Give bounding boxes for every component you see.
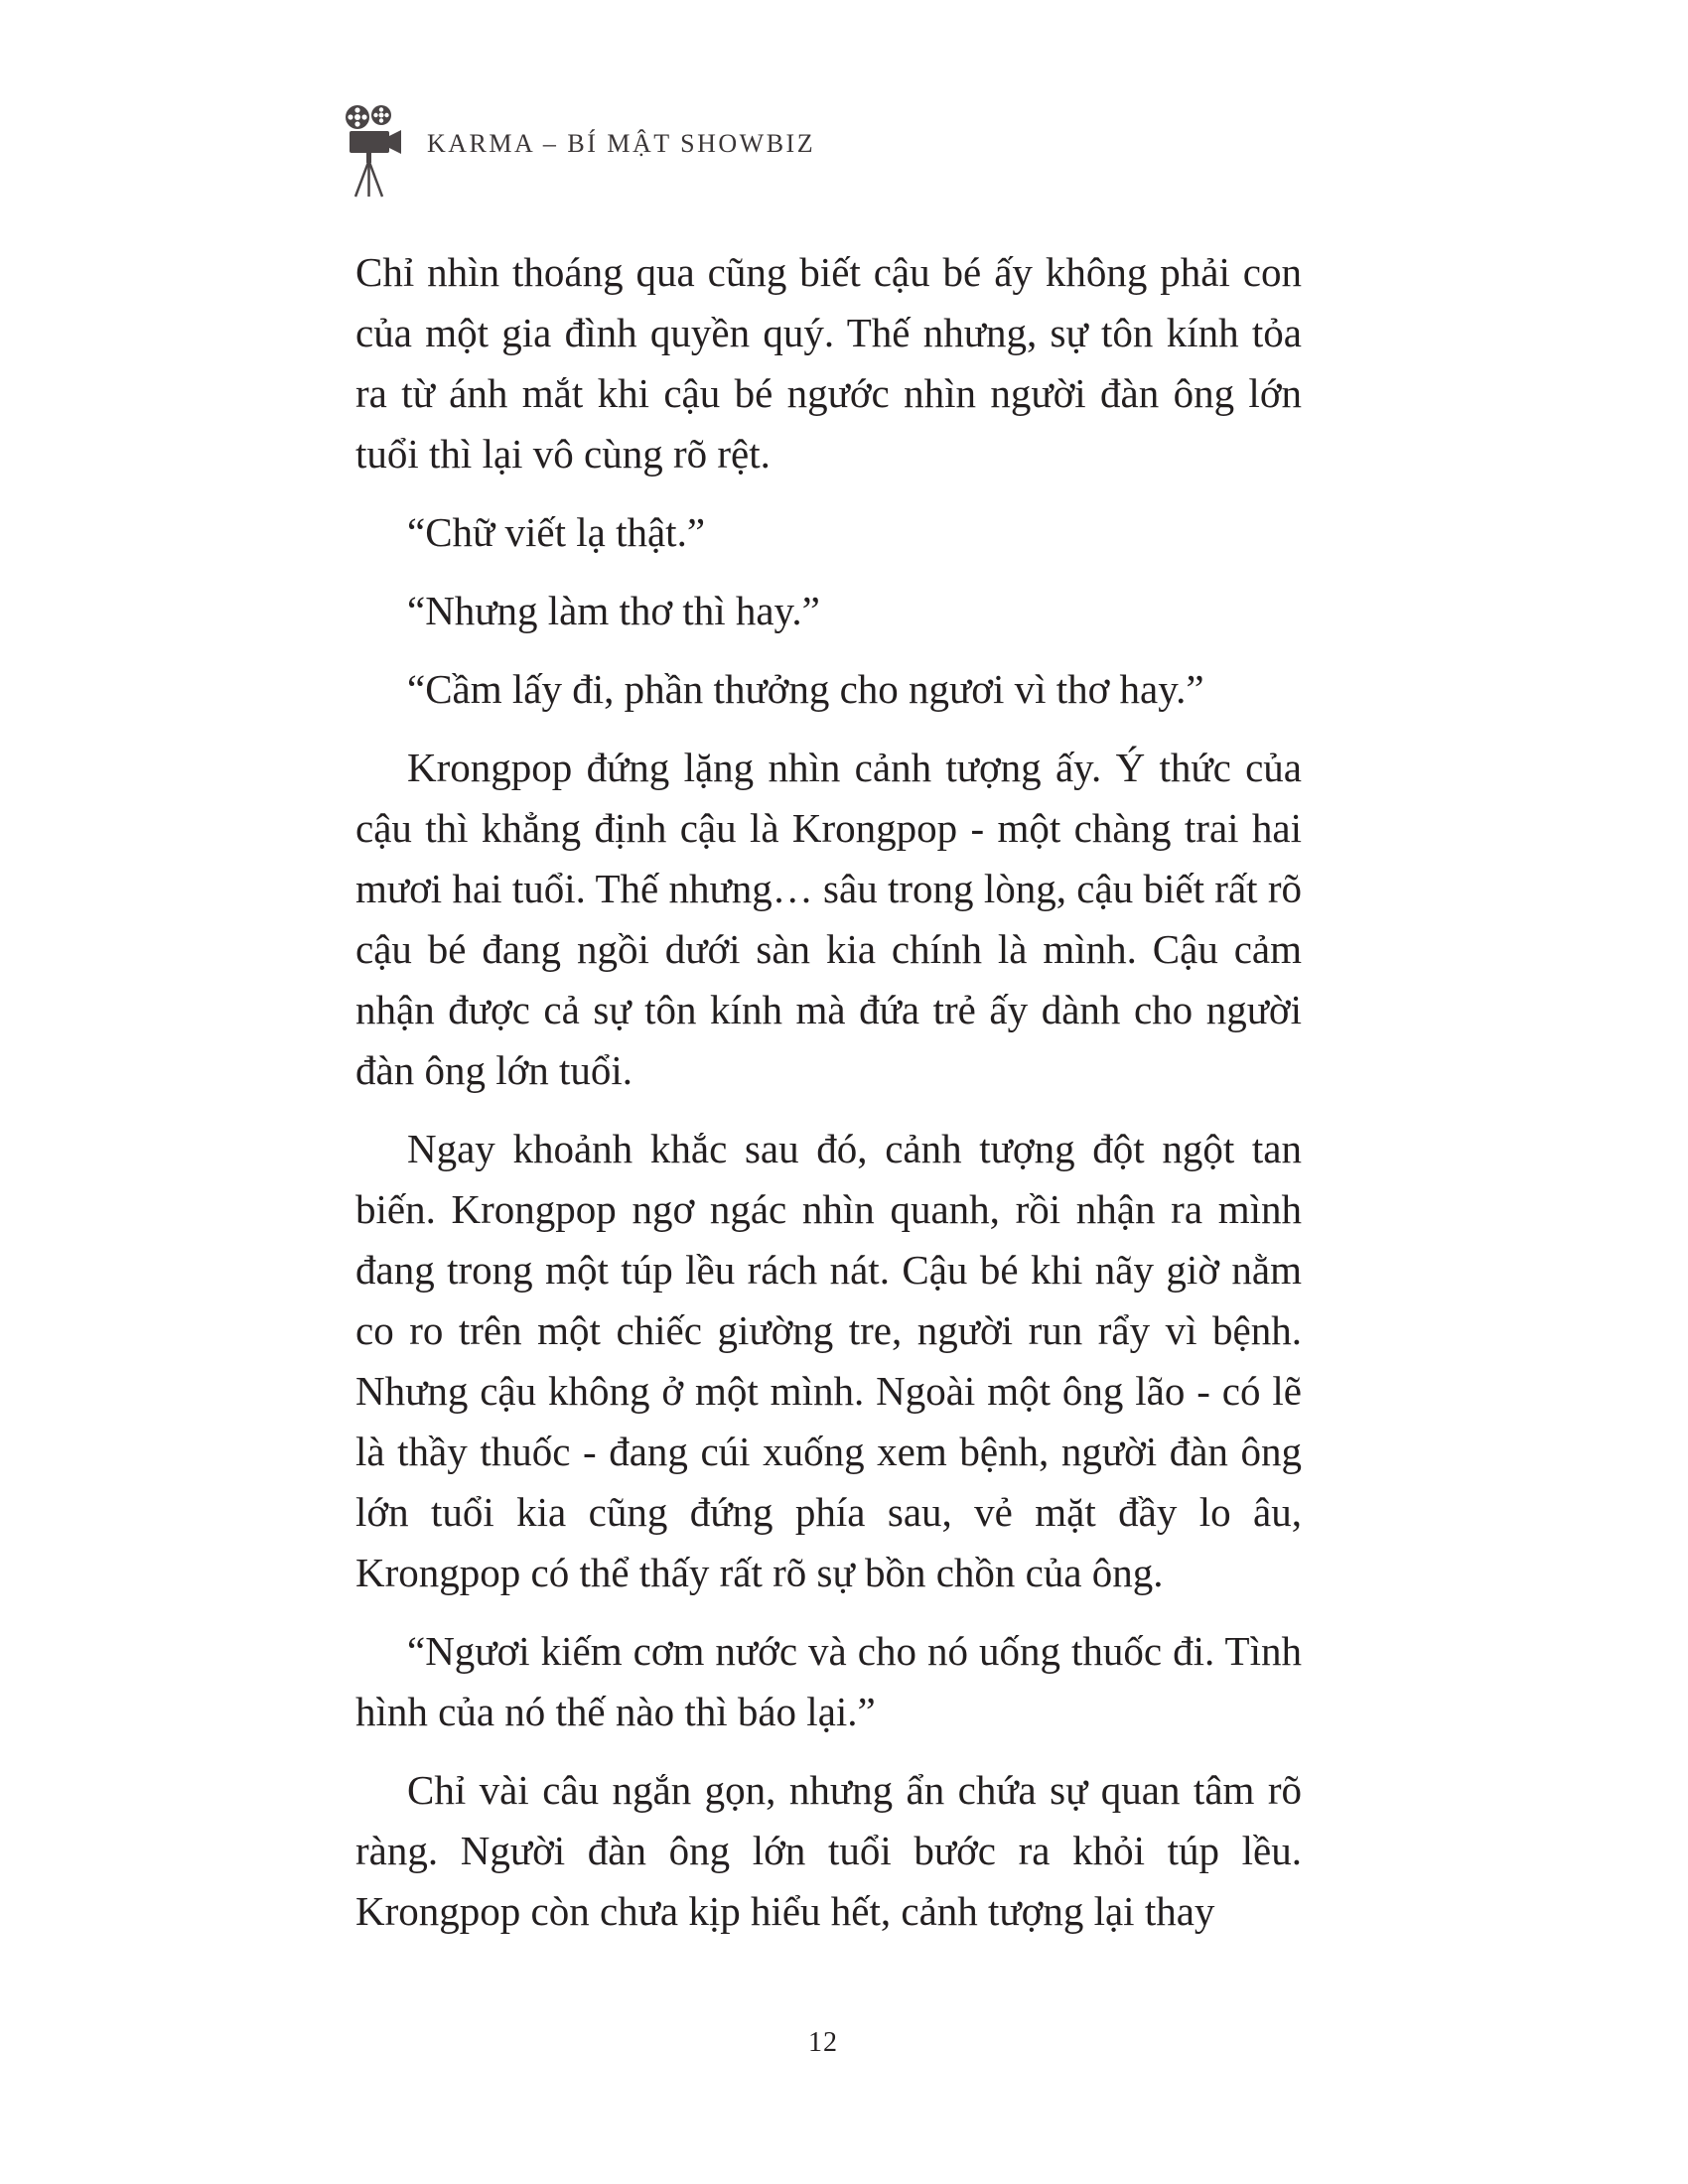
dialogue-paragraph: “Chữ viết lạ thật.” [407, 509, 706, 555]
running-header [336, 103, 816, 203]
dialogue-paragraph: “Cầm lấy đi, phần thưởng cho ngươi vì thơ hay.” [407, 666, 1204, 712]
paragraph: Ngay khoảnh khắc sau đó, cảnh tượng đột ngột tan biến. Krongpop ngơ ngác nhìn quanh, rồi nhận ra mình đang trong một túp lều rách nát. Cậu bé khi nãy giờ nằm co ro trên một chiếc giường tre, người run rẩy vì bệnh. Nhưng cậu không ở một mình. Ngoài một ông lão - có lẽ là thầy thuốc - đang cúi xuống xem bệnh, người đàn ông lớn tuổi kia cũng đứng phía sau, vẻ mặt đầy lo âu, Krongpop có thể thấy rất rõ sự bồn chồn của ông. [355, 1126, 1302, 1595]
dialogue-paragraph: “Nhưng làm thơ thì hay.” [407, 588, 820, 633]
paragraph: Chỉ nhìn thoáng qua cũng biết cậu bé ấy không phải con của một gia đình quyền quý. Thế nhưng, sự tôn kính tỏa ra từ ánh mắt khi cậu bé ngước nhìn người đàn ông lớn tuổi thì lại vô cùng rõ rệt. [355, 249, 1302, 477]
dialogue-paragraph: “Ngươi kiếm cơm nước và cho nó uống thuốc đi. Tình hình của nó thế nào thì báo lại.” [355, 1628, 1302, 1734]
paragraph: Krongpop đứng lặng nhìn cảnh tượng ấy. Ý thức của cậu thì khẳng định cậu là Krongpop - một chàng trai hai mươi hai tuổi. Thế nhưng… sâu trong lòng, cậu biết rất rõ cậu bé đang ngồi dưới sàn kia chính là mình. Cậu cảm nhận được cả sự tôn kính mà đứa trẻ ấy dành cho người đàn ông lớn tuổi. [355, 745, 1302, 1093]
film-camera-icon [336, 103, 407, 199]
paragraph: Chỉ vài câu ngắn gọn, nhưng ẩn chứa sự quan tâm rõ ràng. Người đàn ông lớn tuổi bước ra khỏi túp lều. Krongpop còn chưa kịp hiểu hết, cảnh tượng lại thay [355, 1767, 1302, 1934]
running-header-title: KARMA – BÍ MẬT SHOWBIZ [427, 129, 816, 158]
page-number: 12 [808, 2027, 838, 2058]
body-text [355, 242, 1302, 1960]
